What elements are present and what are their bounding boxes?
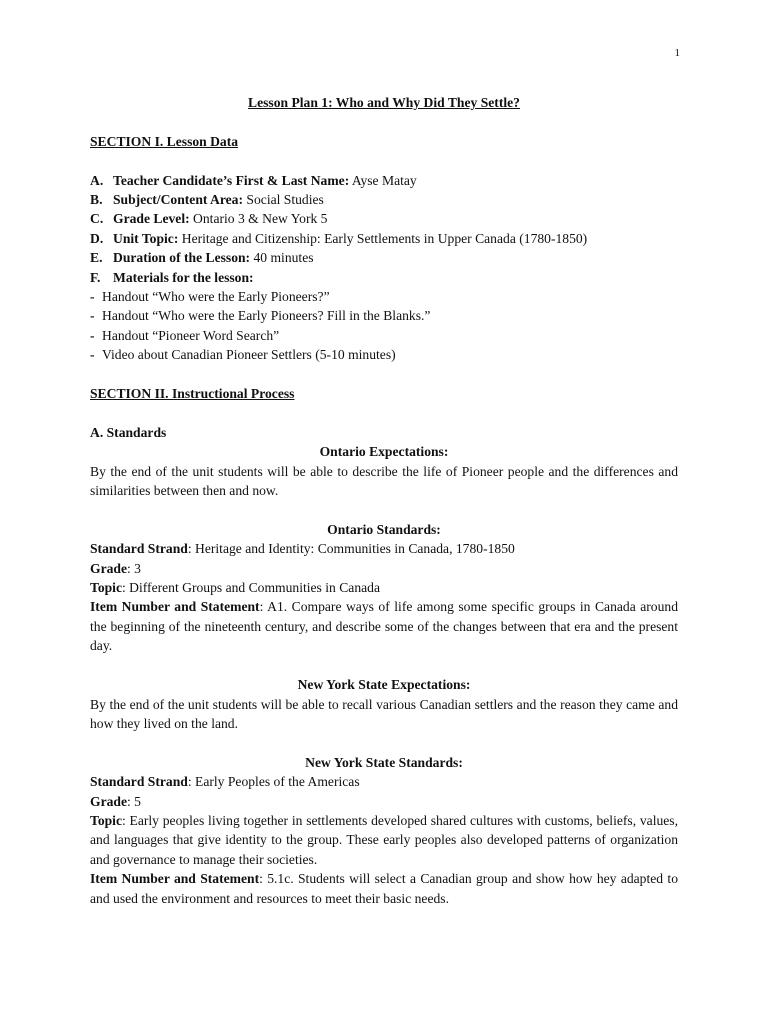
topic-label: Topic (90, 580, 122, 596)
item-letter: B. (90, 192, 103, 207)
strand-value: : Early Peoples of the Americas (187, 774, 360, 790)
material-text: Video about Canadian Pioneer Settlers (5-10 minutes) (102, 347, 396, 363)
grade-value: : 5 (127, 793, 141, 809)
item-letter: F. (90, 269, 101, 285)
list-item (90, 306, 678, 325)
item-label: Grade Level: (113, 211, 190, 227)
bullet-dash: - (90, 289, 95, 305)
bullet-dash: - (90, 327, 95, 343)
item-statement-value: : 5.1c. Students will select a Canadian group and show how hey adapted to and used the environment and resources to meet their basic needs. (90, 871, 679, 906)
item-label: Materials for the lesson: (113, 269, 254, 285)
item-statement-label: Item Number and Statement (90, 871, 260, 887)
topic-label: Topic (90, 812, 122, 828)
bullet-dash: - (90, 308, 95, 324)
document-page (90, 40, 678, 908)
lesson-data-list (90, 171, 678, 287)
list-item (90, 326, 678, 345)
item-label: Teacher Candidate’s First & Last Name: (113, 172, 350, 188)
topic-value: : Different Groups and Communities in Canada (122, 580, 380, 596)
material-text: Handout “Who were the Early Pioneers? Fill in the Blanks.” (102, 308, 431, 324)
item-letter: E. (90, 250, 103, 266)
item-statement-value: : A1. Compare ways of life among some specific groups in Canada around the beginning of the nineteenth century, and describe some of the changes between that era and the present day. (90, 599, 678, 654)
item-letter: C. (90, 211, 104, 227)
item-value: 40 minutes (253, 250, 314, 266)
ontario-standards-heading: Ontario Standards: (327, 521, 441, 537)
ny-standards-heading: New York State Standards: (305, 754, 463, 770)
lesson-data-item-unit-topic (90, 229, 678, 248)
ontario-expectations-text: By the end of the unit students will be able to describe the life of Pioneer people and the differences and similarities between then and now. (90, 463, 678, 499)
standards-heading: A. Standards (90, 424, 167, 440)
ontario-grade (90, 559, 678, 578)
ny-expectations-text: By the end of the unit students will be able to recall various Canadian settlers and the reason they came and how they lived on the land. (90, 696, 678, 731)
ontario-expectations-heading: Ontario Expectations: (319, 444, 449, 460)
item-label: Duration of the Lesson: (113, 250, 251, 266)
ny-expectations-heading: New York State Expectations: (297, 677, 471, 693)
material-text: Handout “Who were the Early Pioneers?” (102, 289, 330, 305)
strand-value: : Heritage and Identity: Communities in Canada, 1780-1850 (187, 541, 515, 557)
list-item (90, 345, 678, 364)
grade-label: Grade (90, 560, 127, 576)
item-value: Social Studies (246, 192, 324, 207)
section-1-heading: SECTION I. Lesson Data (90, 133, 239, 149)
material-text: Handout “Pioneer Word Search” (102, 327, 280, 343)
item-label: Subject/Content Area: (113, 192, 244, 207)
lesson-title: Lesson Plan 1: Who and Why Did They Settle? (248, 95, 520, 110)
page-number: 1 (674, 47, 680, 59)
grade-label: Grade (90, 793, 127, 809)
ontario-item-statement (90, 597, 678, 655)
item-letter: A. (90, 172, 104, 188)
lesson-data-item-subject (90, 190, 678, 209)
grade-value: : 3 (127, 560, 141, 576)
lesson-data-item-teacher (90, 171, 678, 190)
item-letter: D. (90, 230, 104, 246)
item-value: Heritage and Citizenship: Early Settlements in Upper Canada (1780-1850) (181, 230, 588, 246)
ny-grade (90, 792, 678, 811)
strand-label: Standard Strand (90, 541, 188, 557)
bullet-dash: - (90, 347, 95, 363)
ontario-topic (90, 578, 678, 597)
item-value: Ontario 3 & New York 5 (193, 211, 328, 227)
strand-label: Standard Strand (90, 774, 188, 790)
materials-list (90, 287, 678, 365)
ny-item-statement (90, 869, 678, 908)
ny-strand (90, 772, 678, 791)
lesson-data-item-grade (90, 209, 678, 228)
item-statement-label: Item Number and Statement (90, 599, 260, 615)
list-item (90, 287, 678, 306)
ny-topic (90, 811, 678, 869)
lesson-data-item-duration (90, 248, 678, 267)
section-2-heading: SECTION II. Instructional Process (90, 386, 295, 402)
lesson-data-item-materials (90, 268, 678, 287)
topic-value: : Early peoples living together in settlements developed shared cultures with customs, beliefs, values, and languages that give identity to the group. These early peoples also developed patterns of organization and governance to manage their societies. (90, 812, 678, 867)
ontario-strand (90, 539, 678, 558)
item-label: Unit Topic: (113, 230, 179, 246)
item-value: Ayse Matay (351, 172, 417, 188)
